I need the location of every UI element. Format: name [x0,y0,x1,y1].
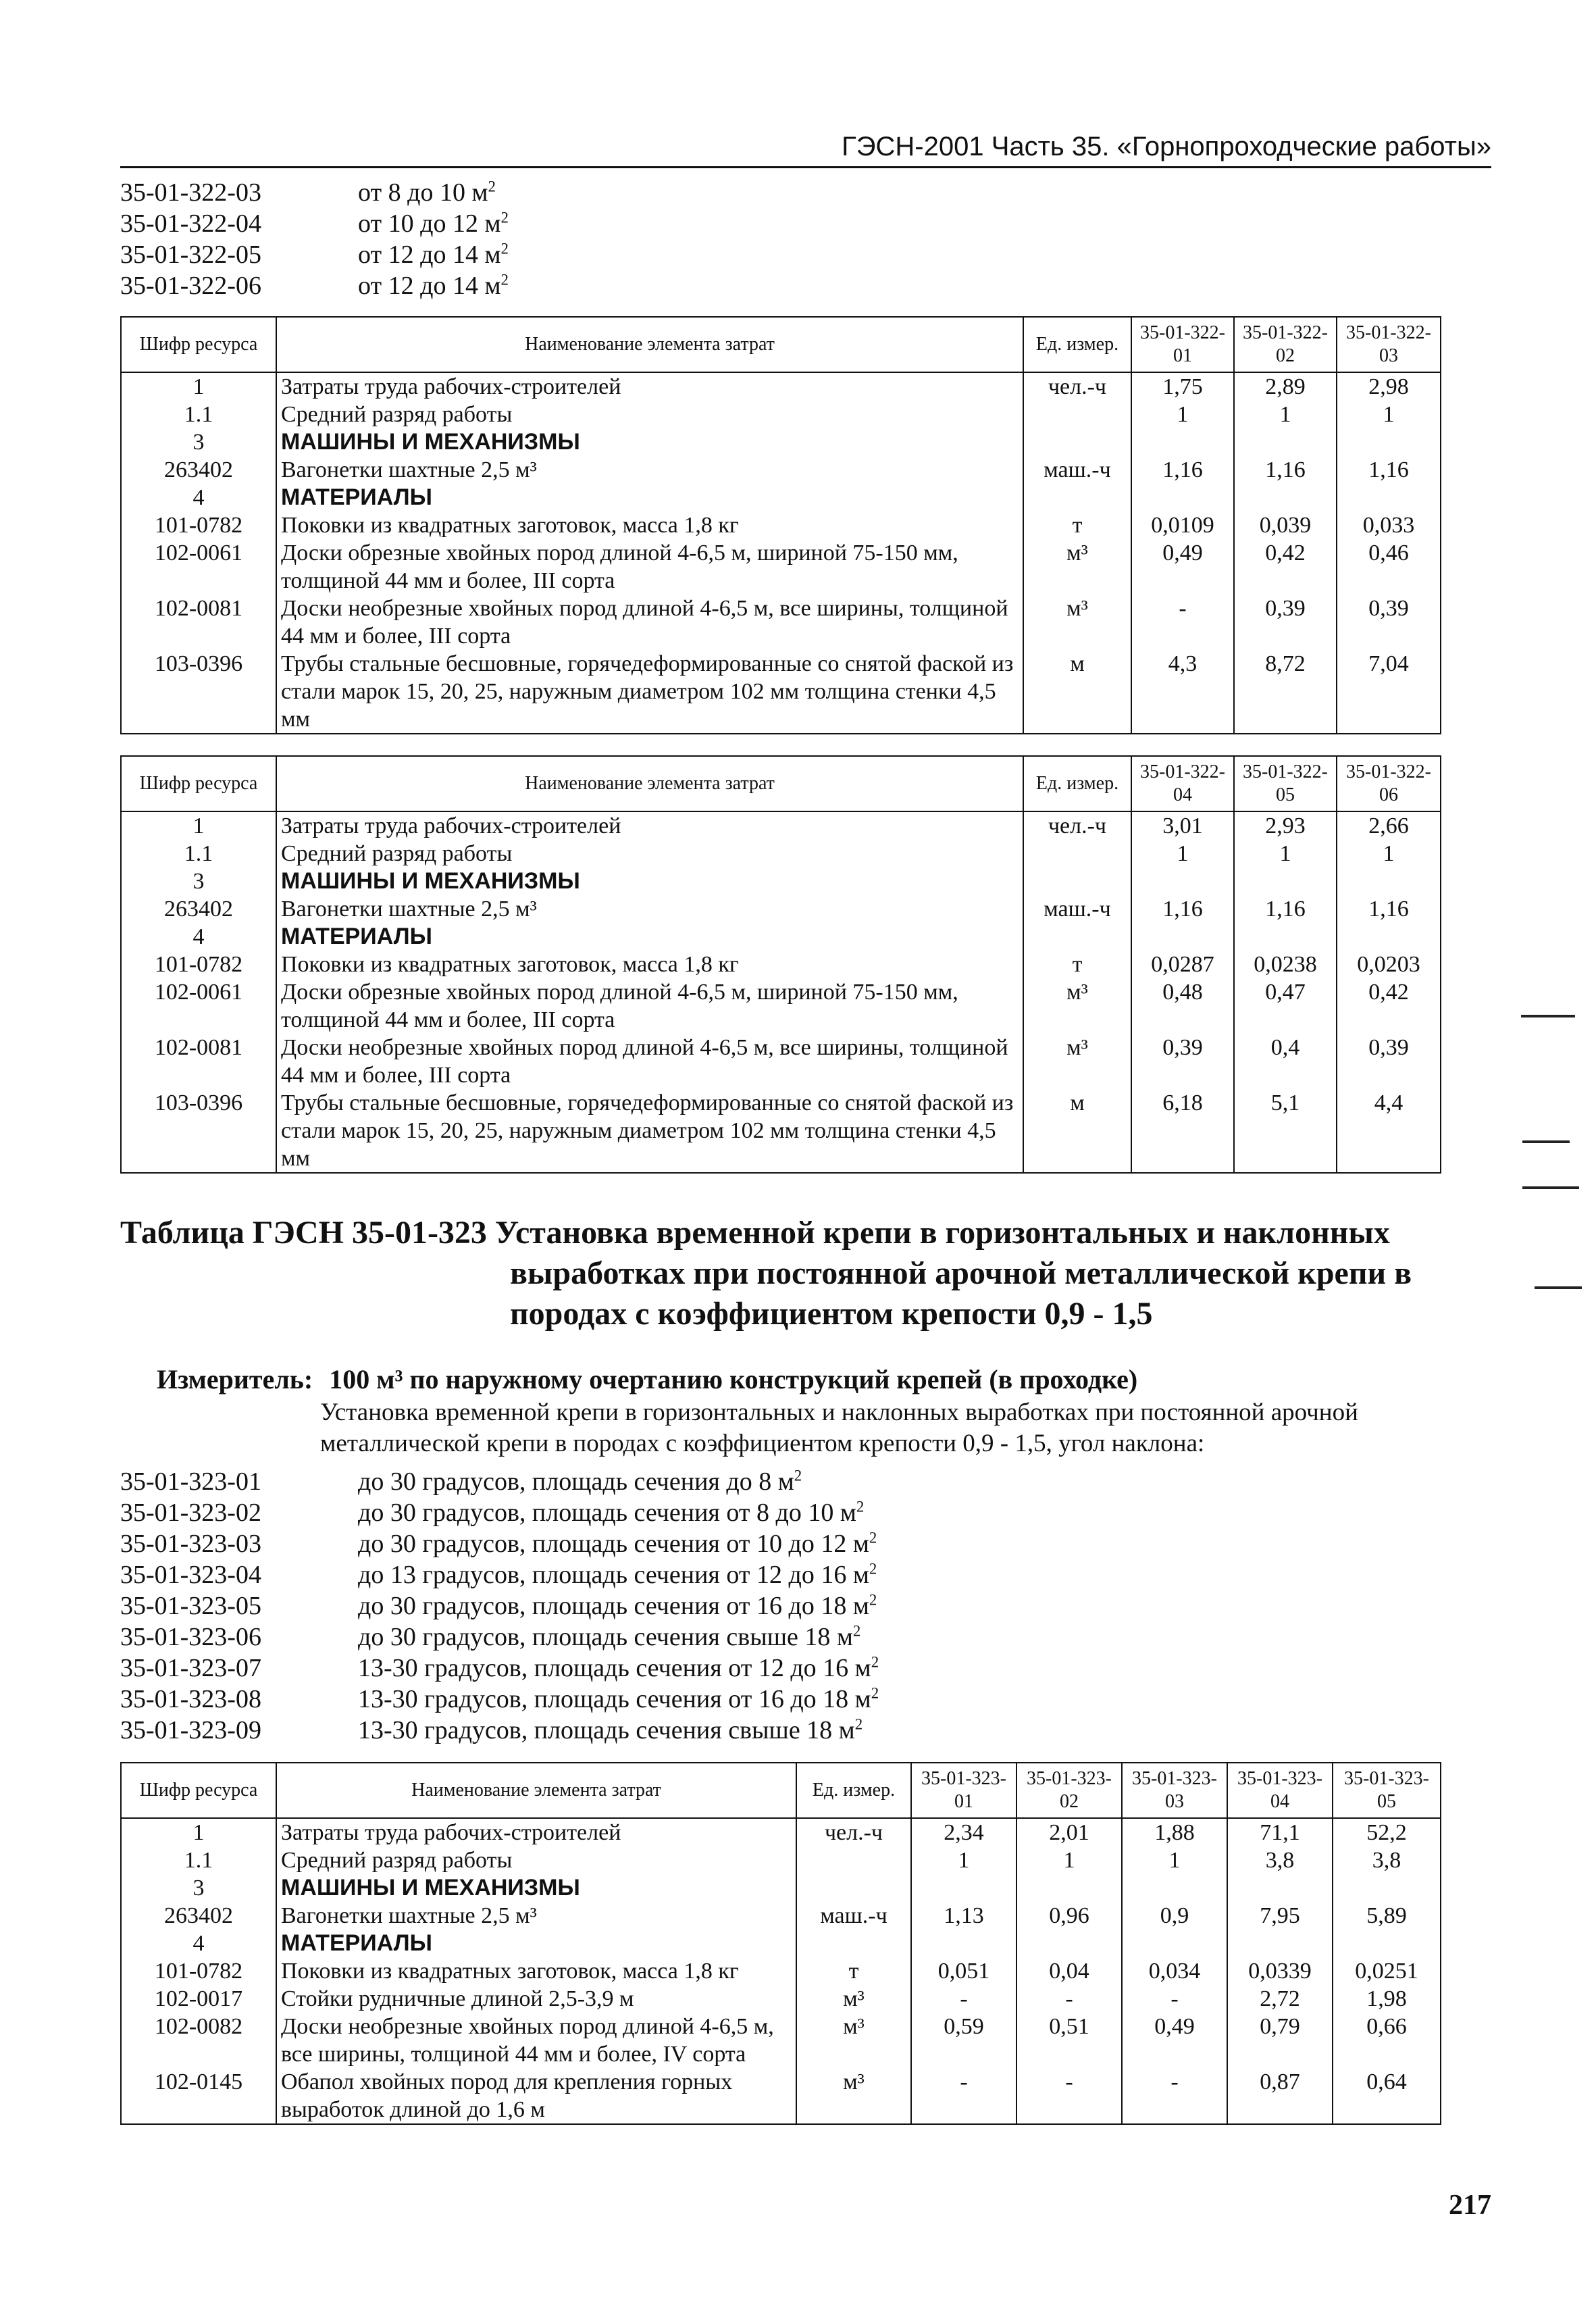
resource-code: 4 [121,484,276,511]
resource-table-3 [120,1762,1441,2125]
value-cell: 0,48 [1131,978,1234,1034]
value-cell: 1 [1337,840,1441,867]
table-row [121,1034,1441,1089]
resource-table-2 [120,755,1441,1174]
cost-item-name: Вагонетки шахтные 2,5 м³ [276,1902,796,1930]
value-cell: 4,3 [1131,650,1234,734]
unit-of-measure: маш.-ч [1023,895,1131,923]
header-cell: Наименование элемента затрат [276,317,1023,372]
value-cell: - [1122,2068,1227,2124]
resource-code: 3 [121,1874,276,1902]
resource-code: 102-0017 [121,1985,276,2013]
header-cell: 35-01-323-04 [1227,1763,1333,1818]
resource-code: 1 [121,811,276,840]
value-cell: 1 [1016,1846,1122,1874]
value-cell: 1 [1131,840,1234,867]
unit-of-measure: м³ [796,2068,911,2124]
superscript: 2 [869,1560,877,1578]
header-cell: 35-01-322-01 [1131,317,1234,372]
table-title [120,1213,1491,1334]
cost-item-name: Затраты труда рабочих-строителей [276,1818,796,1846]
code-number: 35-01-323-08 [120,1685,261,1713]
section-description: Установка временной крепи в горизонтальных и наклонных выработках при постоянной арочной металлической крепи в породах с коэффициентом крепости 0,9 - 1,5, угол наклона: [320,1399,1358,1457]
value-cell: - [911,2068,1016,2124]
superscript: 2 [871,1684,879,1702]
resource-code: 1.1 [121,840,276,867]
value-cell: 0,51 [1016,2013,1122,2068]
code-number: 35-01-323-02 [120,1499,261,1527]
value-cell [1333,1930,1441,1957]
section-heading: МАШИНЫ И МЕХАНИЗМЫ [276,867,1023,895]
cost-item-name: Доски необрезные хвойных пород длиной 4-6,5 м, все ширины, толщиной 44 мм и более, III сорта [276,595,1023,650]
table-row [121,401,1441,428]
code-description: от 12 до 14 $м^2$ [358,271,509,300]
table-row [121,2068,1441,2124]
table-row [121,951,1441,978]
value-cell: 5,89 [1333,1902,1441,1930]
value-cell: 0,39 [1234,595,1337,650]
value-cell [1234,484,1337,511]
table-row [121,1985,1441,2013]
value-cell: 0,0287 [1131,951,1234,978]
value-cell: 0,47 [1234,978,1337,1034]
value-cell [911,1930,1016,1957]
unit-of-measure: м³ [796,1985,911,2013]
unit-of-measure: чел.-ч [1023,372,1131,401]
header-cell: 35-01-322-02 [1234,317,1337,372]
value-cell: 0,0203 [1337,951,1441,978]
resource-code: 263402 [121,1902,276,1930]
superscript: 2 [794,1467,802,1484]
unit-of-measure: м³ [1023,539,1131,595]
value-cell: 1 [1337,401,1441,428]
unit-of-measure: м³ [1023,978,1131,1034]
cost-item-name: Средний разряд работы [276,401,1023,428]
resource-code: 103-0396 [121,650,276,734]
value-cell: 2,34 [911,1818,1016,1846]
unit-of-measure: чел.-ч [796,1818,911,1846]
header-cell: 35-01-323-03 [1122,1763,1227,1818]
value-cell: 0,0238 [1234,951,1337,978]
header-cell: 35-01-322-05 [1234,756,1337,811]
code-description: до 30 градусов, площадь сечения от 16 до 18 $м^2$ [358,1591,877,1620]
value-cell [1337,484,1441,511]
code-description: 13-30 градусов, площадь сечения от 12 до 16 $м^2$ [358,1653,879,1682]
value-cell [1227,1874,1333,1902]
value-cell: 1 [1131,401,1234,428]
resource-code: 102-0145 [121,2068,276,2124]
resource-code: 101-0782 [121,1957,276,1985]
meter-value: 100 м³ по наружному очертанию конструкций крепей (в проходке) [329,1364,1138,1394]
value-cell: 1,16 [1131,456,1234,484]
table-row [121,1818,1441,1846]
cost-item-name: Поковки из квадратных заготовок, масса 1,8 кг [276,951,1023,978]
value-cell: 0,0109 [1131,511,1234,539]
header-cell: Наименование элемента затрат [276,1763,796,1818]
table-row [121,456,1441,484]
value-cell [1227,1930,1333,1957]
value-cell: 0,051 [911,1957,1016,1985]
value-cell [1234,428,1337,456]
cost-item-name: Поковки из квадратных заготовок, масса 1,8 кг [276,511,1023,539]
table-row [121,978,1441,1034]
resource-code: 102-0082 [121,2013,276,2068]
resource-code: 1.1 [121,1846,276,1874]
value-cell: 1,16 [1337,895,1441,923]
code-description: 13-30 градусов, площадь сечения свыше 18 $м^2$ [358,1715,863,1744]
table-row [121,372,1441,401]
table-row [121,895,1441,923]
code-number: 35-01-322-05 [120,241,261,269]
section-heading: МАТЕРИАЛЫ [276,1930,796,1957]
unit-of-measure [1023,840,1131,867]
table-title-line-3: породах с коэффициентом крепости 0,9 - 1,5 [510,1296,1153,1332]
table-row [121,1846,1441,1874]
cost-item-name: Поковки из квадратных заготовок, масса 1,8 кг [276,1957,796,1985]
unit-of-measure: м [1023,1089,1131,1173]
cost-item-name: Доски обрезные хвойных пород длиной 4-6,5 м, шириной 75-150 мм, толщиной 44 мм и более, III сорта [276,539,1023,595]
table-row [121,1957,1441,1985]
cost-item-name: Вагонетки шахтные 2,5 м³ [276,456,1023,484]
unit-of-measure [1023,484,1131,511]
table-row [121,923,1441,951]
table-row [121,1089,1441,1173]
value-cell: 2,89 [1234,372,1337,401]
code-description: до 13 градусов, площадь сечения от 12 до 16 $м^2$ [358,1560,877,1589]
value-cell: 0,66 [1333,2013,1441,2068]
value-cell: 1,75 [1131,372,1234,401]
value-cell: 2,93 [1234,811,1337,840]
value-cell: 0,4 [1234,1034,1337,1089]
value-cell [911,1874,1016,1902]
value-cell [1016,1874,1122,1902]
cost-item-name: Доски необрезные хвойных пород длиной 4-6,5 м, все ширины, толщиной 44 мм и более, IV сорта [276,2013,796,2068]
unit-of-measure [1023,428,1131,456]
unit-of-measure: м³ [1023,595,1131,650]
value-cell: 2,66 [1337,811,1441,840]
value-cell: - [1122,1985,1227,2013]
section-heading: МАШИНЫ И МЕХАНИЗМЫ [276,1874,796,1902]
code-number: 35-01-322-04 [120,209,261,238]
unit-of-measure: маш.-ч [796,1902,911,1930]
value-cell: - [911,1985,1016,2013]
code-description: 13-30 градусов, площадь сечения от 16 до 18 $м^2$ [358,1684,879,1713]
table-row [121,650,1441,734]
value-cell: 0,59 [911,2013,1016,2068]
superscript: 2 [854,1715,863,1733]
superscript: 2 [856,1498,865,1515]
value-cell: 0,64 [1333,2068,1441,2124]
header-cell: 35-01-322-06 [1337,756,1441,811]
table-row [121,867,1441,895]
table-row [121,2013,1441,2068]
value-cell: 0,39 [1337,595,1441,650]
unit-of-measure: чел.-ч [1023,811,1131,840]
value-cell: 0,42 [1234,539,1337,595]
value-cell: 0,49 [1122,2013,1227,2068]
resource-code: 103-0396 [121,1089,276,1173]
code-description: от 8 до 10 $м^2$ [358,178,496,207]
value-cell: 0,87 [1227,2068,1333,2124]
code-description: от 12 до 14 $м^2$ [358,240,509,269]
value-cell: 1,88 [1122,1818,1227,1846]
cost-item-name: Обапол хвойных пород для крепления горных выработок длиной до 1,6 м [276,2068,796,2124]
value-cell [1337,923,1441,951]
superscript: 2 [488,178,496,195]
value-cell: 0,9 [1122,1902,1227,1930]
value-cell: 0,04 [1016,1957,1122,1985]
value-cell [1016,1930,1122,1957]
header-cell: Ед. измер. [1023,317,1131,372]
running-header [120,128,1491,168]
table-row [121,840,1441,867]
cost-item-name: Стойки рудничные длиной 2,5-3,9 м [276,1985,796,2013]
value-cell: 1 [1234,401,1337,428]
table-row [121,484,1441,511]
table-row [121,1902,1441,1930]
header-cell: Ед. измер. [1023,756,1131,811]
value-cell: 0,49 [1131,539,1234,595]
resource-code: 3 [121,428,276,456]
header-cell: 35-01-323-02 [1016,1763,1122,1818]
value-cell: - [1016,1985,1122,2013]
value-cell [1333,1874,1441,1902]
cost-item-name: Средний разряд работы [276,840,1023,867]
value-cell: 1,16 [1234,895,1337,923]
resource-code: 263402 [121,456,276,484]
resource-code: 4 [121,923,276,951]
value-cell: 4,4 [1337,1089,1441,1173]
code-description: до 30 градусов, площадь сечения до 8 $м^2$ [358,1467,802,1496]
value-cell [1131,484,1234,511]
unit-of-measure [1023,923,1131,951]
value-cell: 2,72 [1227,1985,1333,2013]
resource-code: 1 [121,1818,276,1846]
value-cell: 1 [911,1846,1016,1874]
value-cell [1131,923,1234,951]
header-row [121,1763,1441,1818]
meter-line [157,1363,1137,1395]
code-number: 35-01-323-01 [120,1467,261,1496]
value-cell: 3,8 [1227,1846,1333,1874]
unit-of-measure: т [796,1957,911,1985]
unit-of-measure: т [1023,511,1131,539]
cost-item-name: Трубы стальные бесшовные, горячедеформированные со снятой фаской из стали марок 15, 20, 25, наружным диаметром 102 мм толщина стенки 4,5 мм [276,1089,1023,1173]
value-cell: 3,8 [1333,1846,1441,1874]
header-cell: 35-01-323-01 [911,1763,1016,1818]
table-row [121,1874,1441,1902]
code-number: 35-01-323-09 [120,1716,261,1744]
superscript: 2 [500,209,509,226]
superscript: 2 [869,1591,877,1609]
scan-mark [1535,1286,1582,1289]
value-cell [1234,867,1337,895]
resource-code: 1.1 [121,401,276,428]
value-cell: 5,1 [1234,1089,1337,1173]
page-number: 217 [1449,2190,1491,2221]
value-cell: 2,01 [1016,1818,1122,1846]
table-row [121,539,1441,595]
value-cell: 52,2 [1333,1818,1441,1846]
code-number: 35-01-322-03 [120,178,261,207]
scan-mark [1522,1186,1579,1189]
superscript: 2 [869,1529,877,1546]
value-cell: 1,16 [1337,456,1441,484]
table-row [121,428,1441,456]
code-description: до 30 градусов, площадь сечения от 8 до 10 $м^2$ [358,1498,865,1527]
code-number: 35-01-323-04 [120,1561,261,1589]
cost-item-name: Вагонетки шахтные 2,5 м³ [276,895,1023,923]
value-cell [1131,867,1234,895]
header-cell: 35-01-322-04 [1131,756,1234,811]
value-cell: 0,39 [1131,1034,1234,1089]
code-number: 35-01-323-03 [120,1530,261,1558]
resource-code: 4 [121,1930,276,1957]
section-heading: МАТЕРИАЛЫ [276,484,1023,511]
value-cell: 1 [1234,840,1337,867]
value-cell: - [1016,2068,1122,2124]
value-cell: 0,039 [1234,511,1337,539]
value-cell [1337,428,1441,456]
superscript: 2 [500,271,509,288]
cost-item-name: Средний разряд работы [276,1846,796,1874]
header-title: ГЭСН-2001 Часть 35. «Горнопроходческие работы» [842,132,1491,161]
resource-code: 3 [121,867,276,895]
code-number: 35-01-323-07 [120,1654,261,1682]
value-cell: 0,96 [1016,1902,1122,1930]
unit-of-measure: маш.-ч [1023,456,1131,484]
header-cell: 35-01-323-05 [1333,1763,1441,1818]
code-description: до 30 градусов, площадь сечения от 10 до 12 $м^2$ [358,1529,877,1558]
table-title-line-1: Таблица ГЭСН 35-01-323 Установка временной крепи в горизонтальных и наклонных [120,1215,1390,1251]
value-cell: 7,04 [1337,650,1441,734]
value-cell [1122,1874,1227,1902]
value-cell: 71,1 [1227,1818,1333,1846]
resource-code: 102-0061 [121,539,276,595]
cost-item-name: Трубы стальные бесшовные, горячедеформированные со снятой фаской из стали марок 15, 20, 25, наружным диаметром 102 мм толщина стенки 4,5 мм [276,650,1023,734]
cost-item-name: Доски необрезные хвойных пород длиной 4-6,5 м, все ширины, толщиной 44 мм и более, III сорта [276,1034,1023,1089]
resource-table-1 [120,316,1441,734]
unit-of-measure: м³ [1023,1034,1131,1089]
value-cell: 3,01 [1131,811,1234,840]
value-cell: 0,0339 [1227,1957,1333,1985]
value-cell: 1,13 [911,1902,1016,1930]
code-number: 35-01-323-05 [120,1592,261,1620]
superscript: 2 [500,240,509,257]
section-heading: МАШИНЫ И МЕХАНИЗМЫ [276,428,1023,456]
resource-code: 101-0782 [121,951,276,978]
code-description: до 30 градусов, площадь сечения свыше 18 $м^2$ [358,1622,861,1651]
cost-item-name: Затраты труда рабочих-строителей [276,372,1023,401]
value-cell: 0,0251 [1333,1957,1441,1985]
header-cell: 35-01-322-03 [1337,317,1441,372]
unit-of-measure [796,1930,911,1957]
value-cell: 1,16 [1131,895,1234,923]
table-row [121,1930,1441,1957]
value-cell: 0,46 [1337,539,1441,595]
resource-code: 102-0061 [121,978,276,1034]
value-cell: 0,033 [1337,511,1441,539]
value-cell: 8,72 [1234,650,1337,734]
table-row [121,595,1441,650]
value-cell [1131,428,1234,456]
value-cell [1337,867,1441,895]
code-number: 35-01-323-06 [120,1623,261,1651]
unit-of-measure: м [1023,650,1131,734]
header-cell: Наименование элемента затрат [276,756,1023,811]
table-title-line-2: выработках при постоянной арочной металлической крепи в [510,1255,1412,1291]
unit-of-measure [796,1846,911,1874]
section-heading: МАТЕРИАЛЫ [276,923,1023,951]
value-cell: 7,95 [1227,1902,1333,1930]
value-cell: 0,79 [1227,2013,1333,2068]
header-cell: Шифр ресурса [121,1763,276,1818]
value-cell [1122,1930,1227,1957]
header-cell: Ед. измер. [796,1763,911,1818]
value-cell: 1,98 [1333,1985,1441,2013]
header-row [121,756,1441,811]
value-cell: 0,034 [1122,1957,1227,1985]
scan-mark [1521,1015,1575,1017]
header-row [121,317,1441,372]
value-cell: 2,98 [1337,372,1441,401]
value-cell: 1 [1122,1846,1227,1874]
unit-of-measure: м³ [796,2013,911,2068]
table-row [121,811,1441,840]
superscript: 2 [871,1653,879,1671]
resource-code: 101-0782 [121,511,276,539]
unit-of-measure [1023,867,1131,895]
table-row [121,511,1441,539]
value-cell: 1,16 [1234,456,1337,484]
cost-item-name: Доски обрезные хвойных пород длиной 4-6,5 м, шириной 75-150 мм, толщиной 44 мм и более, III сорта [276,978,1023,1034]
resource-code: 102-0081 [121,1034,276,1089]
cost-item-name: Затраты труда рабочих-строителей [276,811,1023,840]
code-description: от 10 до 12 $м^2$ [358,209,509,238]
value-cell: - [1131,595,1234,650]
value-cell: 6,18 [1131,1089,1234,1173]
meter-label: Измеритель: [157,1364,313,1394]
value-cell: 0,42 [1337,978,1441,1034]
header-cell: Шифр ресурса [121,317,276,372]
code-number: 35-01-322-06 [120,272,261,300]
unit-of-measure [1023,401,1131,428]
header-cell: Шифр ресурса [121,756,276,811]
unit-of-measure [796,1874,911,1902]
resource-code: 263402 [121,895,276,923]
value-cell [1234,923,1337,951]
resource-code: 1 [121,372,276,401]
unit-of-measure: т [1023,951,1131,978]
value-cell: 0,39 [1337,1034,1441,1089]
resource-code: 102-0081 [121,595,276,650]
scan-mark [1522,1140,1570,1143]
superscript: 2 [852,1622,861,1640]
